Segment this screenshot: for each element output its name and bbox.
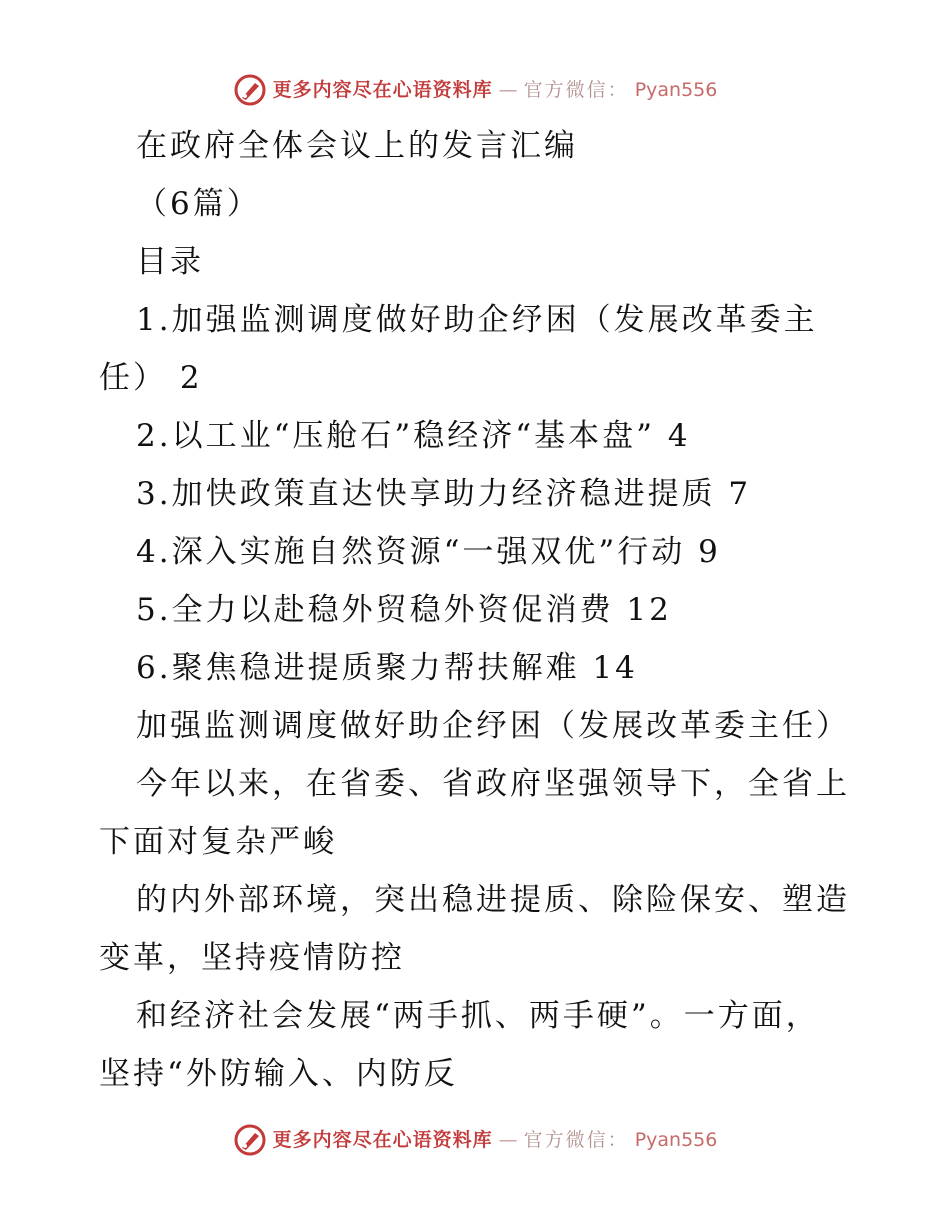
watermark-wechat-id: Pyan556 (634, 79, 718, 101)
watermark-site-text: 更多内容尽在心语资料库 (272, 79, 493, 101)
watermark-wechat-label: 官方微信： (523, 1129, 629, 1151)
header-watermark (0, 72, 950, 108)
toc-item-continued: 任） 2 (99, 360, 203, 396)
toc-item: 3.加快政策直达快享助力经济稳进提质 7 (136, 476, 752, 512)
watermark-separator: — (498, 79, 518, 101)
pen-circle-logo-icon (233, 1123, 267, 1157)
paragraph-line: 坚持“外防输入、内防反 (99, 1056, 458, 1092)
paragraph-line: 的内外部环境，突出稳进提质、除险保安、塑造 (136, 882, 850, 918)
watermark-site-text: 更多内容尽在心语资料库 (272, 1129, 493, 1151)
toc-item: 2.以工业“压舱石”稳经济“基本盘” 4 (136, 418, 691, 454)
document-title: 在政府全体会议上的发言汇编 (136, 128, 578, 164)
pen-circle-logo-icon (233, 73, 267, 107)
watermark-wechat-id: Pyan556 (634, 1129, 718, 1151)
footer-watermark (0, 1122, 950, 1158)
toc-item: 4.深入实施自然资源“一强双优”行动 9 (136, 534, 721, 570)
paragraph-line: 和经济社会发展“两手抓、两手硬”。一方面， (136, 998, 820, 1034)
paragraph-line: 下面对复杂严峻 (99, 824, 337, 860)
document-subtitle: （6篇） (136, 186, 261, 222)
paragraph-line: 今年以来，在省委、省政府坚强领导下，全省上 (136, 766, 850, 802)
toc-item: 1.加强监测调度做好助企纾困（发展改革委主 (136, 302, 818, 338)
watermark-wechat-label: 官方微信： (523, 79, 629, 101)
toc-item: 6.聚焦稳进提质聚力帮扶解难 14 (136, 650, 638, 686)
watermark-separator: — (498, 1129, 518, 1151)
toc-heading: 目录 (136, 244, 204, 280)
toc-item: 5.全力以赴稳外贸稳外资促消费 12 (136, 592, 672, 628)
paragraph-line: 变革，坚持疫情防控 (99, 940, 405, 976)
section-heading: 加强监测调度做好助企纾困（发展改革委主任） (136, 708, 850, 744)
